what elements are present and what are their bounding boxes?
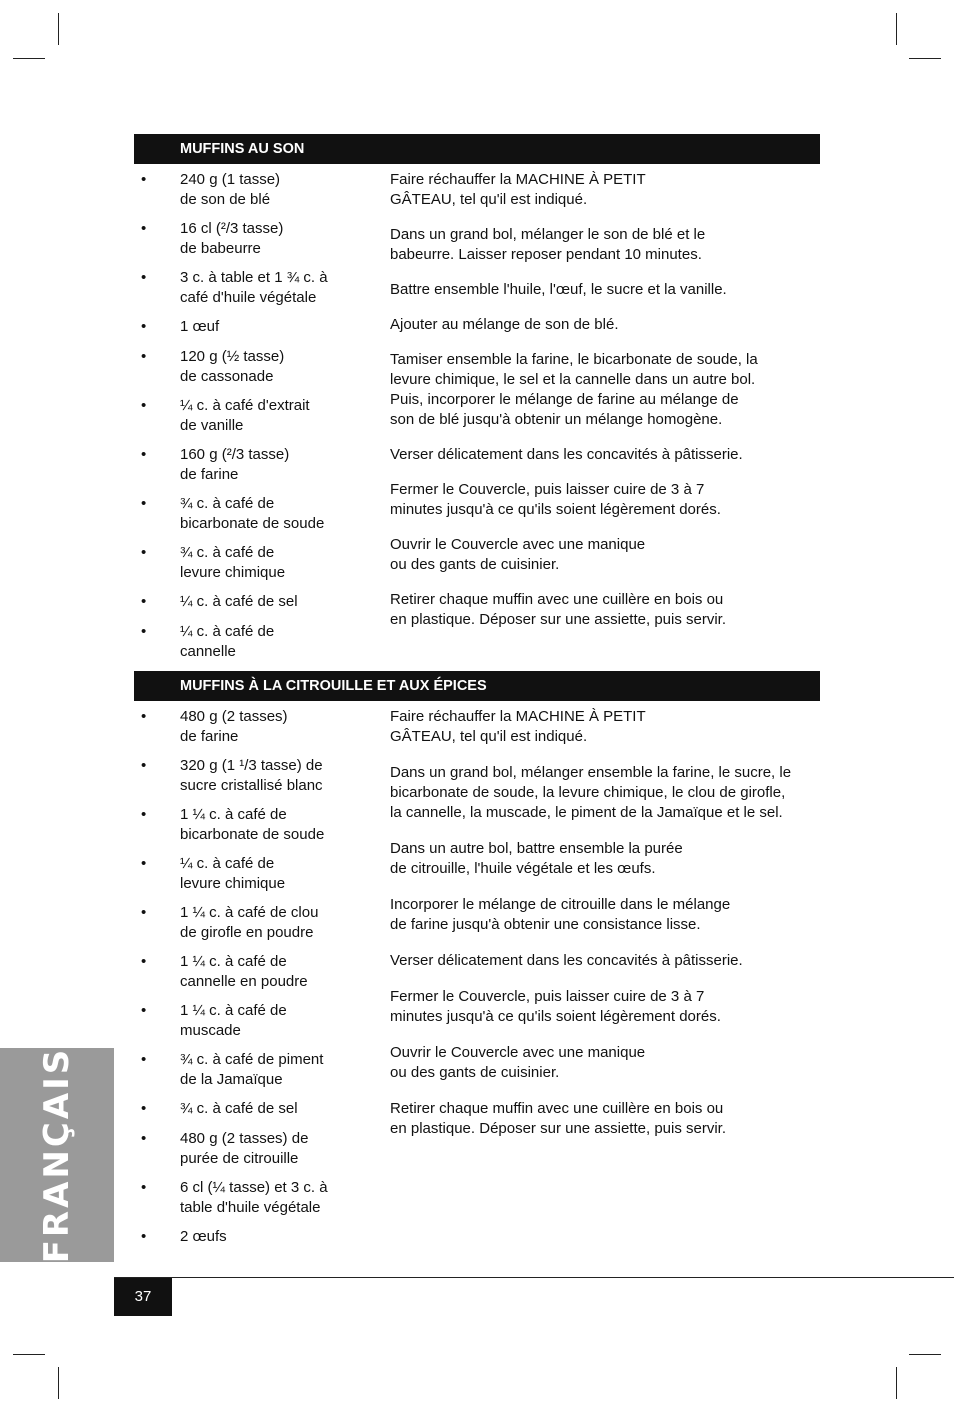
ingredient-text: 240 g (1 tasse) [180, 171, 281, 188]
ingredient-text: levure chimique [180, 875, 286, 892]
instruction-paragraph [390, 987, 820, 1027]
ingredient-text: 480 g (2 tasses) de [180, 1130, 309, 1147]
ingredient-text: muscade [180, 1022, 241, 1039]
ingredient-text: de cassonade [180, 368, 274, 385]
instruction-text: babeurre. Laisser reposer pendant 10 minutes. [390, 246, 702, 263]
bullet: • [141, 806, 147, 823]
instruction-text: de citrouille, l'huile végétale et les œufs. [390, 860, 656, 877]
crop-mark [896, 13, 897, 45]
bullet: • [141, 318, 147, 335]
ingredient-item [134, 805, 364, 845]
ingredient-list [134, 170, 364, 662]
bullet: • [141, 544, 147, 561]
instruction-text: Verser délicatement dans les concavités à pâtisserie. [390, 952, 743, 969]
ingredient-item [134, 396, 364, 436]
ingredient-item [134, 707, 364, 747]
instruction-text: de farine jusqu'à obtenir une consistance lisse. [390, 916, 701, 933]
instruction-paragraph [390, 535, 820, 575]
ingredient-text: bicarbonate de soude [180, 515, 325, 532]
ingredient-text: 320 g (1 ¹/3 tasse) de [180, 757, 323, 774]
instruction-text: Retirer chaque muffin avec une cuillère en bois ou [390, 591, 724, 608]
ingredient-list [134, 707, 364, 1247]
instruction-text: Battre ensemble l'huile, l'œuf, le sucre et la vanille. [390, 281, 727, 298]
instruction-text: ou des gants de cuisinier. [390, 1064, 560, 1081]
ingredient-text: levure chimique [180, 564, 286, 581]
crop-mark [58, 1367, 59, 1399]
instruction-text: GÂTEAU, tel qu'il est indiqué. [390, 728, 588, 745]
ingredient-text: 16 cl (²/3 tasse) [180, 220, 284, 237]
instruction-text: minutes jusqu'à ce qu'ils soient légèrement dorés. [390, 1008, 721, 1025]
language-tab-label: FRANÇAIS [37, 1046, 77, 1264]
ingredient-text: 3 c. à table et 1 ¾ c. à [180, 269, 328, 286]
instruction-text: en plastique. Déposer sur une assiette, puis servir. [390, 611, 727, 628]
ingredient-item [134, 317, 364, 337]
bullet: • [141, 171, 147, 188]
instruction-paragraph [390, 445, 820, 465]
ingredient-text: 120 g (½ tasse) [180, 348, 285, 365]
ingredient-item [134, 445, 364, 485]
bullet: • [141, 1051, 147, 1068]
instruction-paragraph [390, 951, 820, 971]
ingredient-item [134, 347, 364, 387]
ingredient-item [134, 592, 364, 612]
instruction-text: bicarbonate de soude, la levure chimique, le clou de girofle, [390, 784, 786, 801]
instruction-text: GÂTEAU, tel qu'il est indiqué. [390, 191, 588, 208]
instruction-paragraph [390, 480, 820, 520]
ingredient-text: 1 ¼ c. à café de [180, 806, 287, 823]
instruction-text: Faire réchauffer la MACHINE À PETIT [390, 708, 646, 725]
ingredient-text: ¼ c. à café d'extrait [180, 397, 310, 414]
ingredient-text: bicarbonate de soude [180, 826, 325, 843]
ingredient-item [134, 1001, 364, 1041]
footer-rule [114, 1277, 954, 1278]
crop-mark [13, 58, 45, 59]
ingredient-item [134, 494, 364, 534]
instruction-text: Dans un grand bol, mélanger ensemble la farine, le sucre, le [390, 764, 792, 781]
instruction-paragraph [390, 707, 820, 747]
ingredient-text: 160 g (²/3 tasse) [180, 446, 290, 463]
ingredient-item [134, 1178, 364, 1218]
instruction-text: Ouvrir le Couvercle avec une manique [390, 1044, 646, 1061]
ingredient-text: de girofle en poudre [180, 924, 314, 941]
ingredient-text: ¾ c. à café de [180, 495, 275, 512]
instruction-text: Fermer le Couvercle, puis laisser cuire de 3 à 7 [390, 481, 705, 498]
bullet: • [141, 623, 147, 640]
ingredient-text: de la Jamaïque [180, 1071, 283, 1088]
ingredient-text: ¼ c. à café de [180, 623, 275, 640]
instruction-text: Faire réchauffer la MACHINE À PETIT [390, 171, 646, 188]
instruction-paragraph [390, 350, 820, 430]
ingredient-text: 1 ¼ c. à café de clou [180, 904, 319, 921]
ingredient-text: sucre cristallisé blanc [180, 777, 323, 794]
instruction-text: son de blé jusqu'à obtenir un mélange homogène. [390, 411, 723, 428]
bullet: • [141, 1100, 147, 1117]
ingredient-text: ¾ c. à café de piment [180, 1051, 324, 1068]
ingredient-text: ¾ c. à café de [180, 544, 275, 561]
ingredient-item [134, 854, 364, 894]
bullet: • [141, 348, 147, 365]
ingredient-text: café d'huile végétale [180, 289, 317, 306]
ingredient-text: 2 œufs [180, 1228, 227, 1245]
instruction-steps [390, 170, 820, 630]
ingredient-text: de son de blé [180, 191, 271, 208]
ingredient-text: de farine [180, 728, 239, 745]
ingredient-text: ¾ c. à café de sel [180, 1100, 298, 1117]
section-title: MUFFINS À LA CITROUILLE ET AUX ÉPICES [134, 671, 820, 701]
instruction-text: en plastique. Déposer sur une assiette, puis servir. [390, 1120, 727, 1137]
crop-mark [896, 1367, 897, 1399]
ingredient-text: de farine [180, 466, 239, 483]
instruction-text: Incorporer le mélange de citrouille dans le mélange [390, 896, 731, 913]
crop-mark [909, 1354, 941, 1355]
bullet: • [141, 757, 147, 774]
instruction-text: Ouvrir le Couvercle avec une manique [390, 536, 646, 553]
ingredient-text: 6 cl (¼ tasse) et 3 c. à [180, 1179, 328, 1196]
ingredient-text: 480 g (2 tasses) [180, 708, 288, 725]
instruction-text: Retirer chaque muffin avec une cuillère en bois ou [390, 1100, 724, 1117]
ingredient-item [134, 952, 364, 992]
ingredient-item [134, 756, 364, 796]
ingredient-text: table d'huile végétale [180, 1199, 321, 1216]
bullet: • [141, 495, 147, 512]
crop-mark [909, 58, 941, 59]
ingredient-item [134, 170, 364, 210]
instruction-text: Ajouter au mélange de son de blé. [390, 316, 619, 333]
bullet: • [141, 446, 147, 463]
bullet: • [141, 855, 147, 872]
instruction-text: Puis, incorporer le mélange de farine au mélange de [390, 391, 739, 408]
ingredient-text: cannelle [180, 643, 236, 660]
instruction-text: la cannelle, la muscade, le piment de la Jamaïque et le sel. [390, 804, 783, 821]
instruction-paragraph [390, 839, 820, 879]
bullet: • [141, 593, 147, 610]
ingredient-item [134, 903, 364, 943]
instruction-text: Fermer le Couvercle, puis laisser cuire de 3 à 7 [390, 988, 705, 1005]
language-tab [0, 1048, 114, 1262]
ingredient-item [134, 219, 364, 259]
ingredient-item [134, 1099, 364, 1119]
instruction-paragraph [390, 225, 820, 265]
ingredient-item [134, 1129, 364, 1169]
ingredient-text: purée de citrouille [180, 1150, 299, 1167]
bullet: • [141, 708, 147, 725]
instruction-paragraph [390, 315, 820, 335]
instruction-paragraph [390, 590, 820, 630]
instruction-text: Verser délicatement dans les concavités à pâtisserie. [390, 446, 743, 463]
instruction-text: minutes jusqu'à ce qu'ils soient légèrement dorés. [390, 501, 721, 518]
instruction-text: Dans un autre bol, battre ensemble la purée [390, 840, 683, 857]
ingredient-text: ¼ c. à café de [180, 855, 275, 872]
ingredient-item [134, 543, 364, 583]
ingredient-text: cannelle en poudre [180, 973, 308, 990]
bullet: • [141, 1130, 147, 1147]
instruction-text: Dans un grand bol, mélanger le son de blé et le [390, 226, 706, 243]
ingredient-text: 1 œuf [180, 318, 220, 335]
bullet: • [141, 1228, 147, 1245]
ingredient-item [134, 622, 364, 662]
ingredient-item [134, 1227, 364, 1247]
ingredient-item [134, 1050, 364, 1090]
instruction-text: Tamiser ensemble la farine, le bicarbonate de soude, la [390, 351, 758, 368]
instruction-paragraph [390, 763, 820, 823]
ingredient-item [134, 268, 364, 308]
bullet: • [141, 953, 147, 970]
instruction-paragraph [390, 280, 820, 300]
ingredient-text: ¼ c. à café de sel [180, 593, 298, 610]
instruction-paragraph [390, 1043, 820, 1083]
crop-mark [13, 1354, 45, 1355]
bullet: • [141, 904, 147, 921]
bullet: • [141, 220, 147, 237]
instruction-paragraph [390, 170, 820, 210]
section-title: MUFFINS AU SON [134, 134, 820, 164]
page-number: 37 [114, 1278, 172, 1316]
bullet: • [141, 397, 147, 414]
instruction-paragraph [390, 1099, 820, 1139]
ingredient-text: de babeurre [180, 240, 261, 257]
instruction-steps [390, 707, 820, 1139]
crop-mark [58, 13, 59, 45]
ingredient-text: 1 ¼ c. à café de [180, 1002, 287, 1019]
bullet: • [141, 1179, 147, 1196]
ingredient-text: de vanille [180, 417, 244, 434]
bullet: • [141, 269, 147, 286]
ingredient-text: 1 ¼ c. à café de [180, 953, 287, 970]
instruction-paragraph [390, 895, 820, 935]
instruction-text: levure chimique, le sel et la cannelle dans un autre bol. [390, 371, 756, 388]
bullet: • [141, 1002, 147, 1019]
instruction-text: ou des gants de cuisinier. [390, 556, 560, 573]
